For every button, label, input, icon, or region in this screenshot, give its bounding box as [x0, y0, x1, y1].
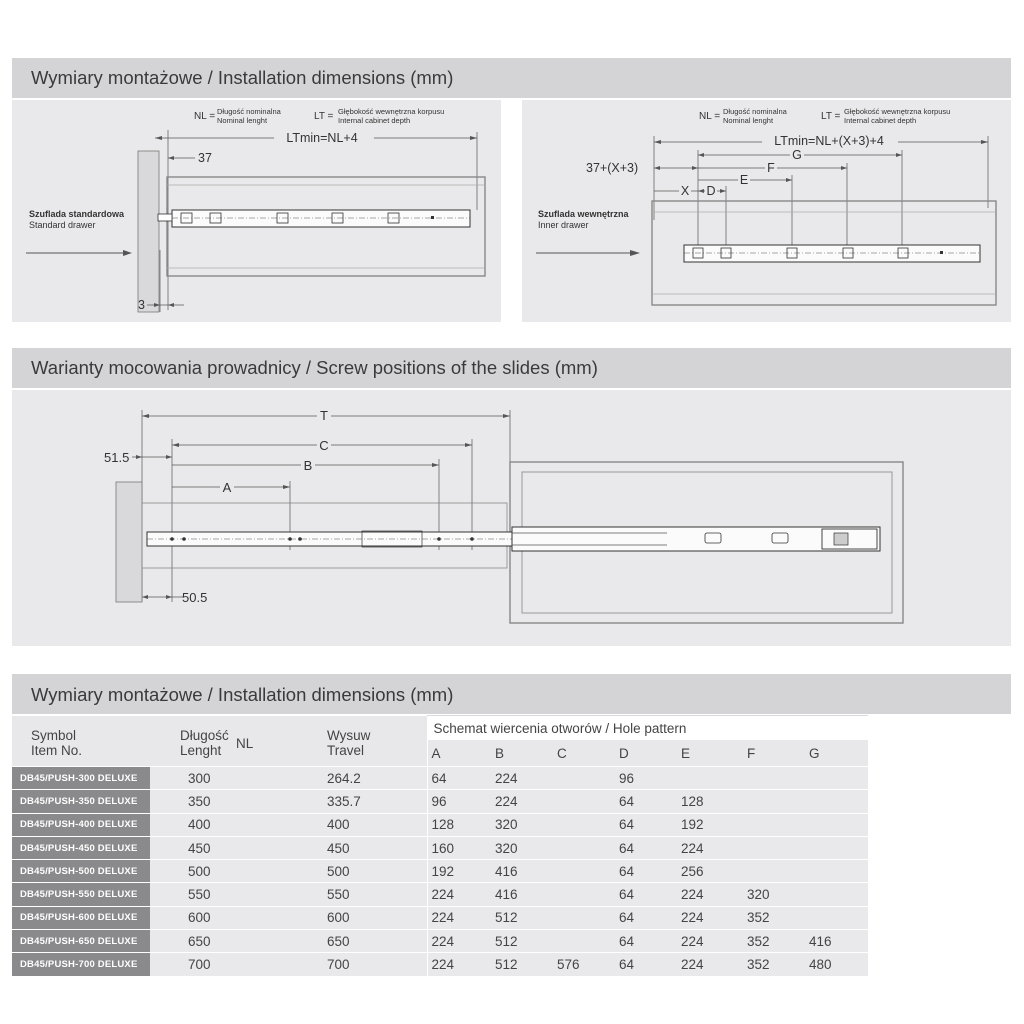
section-header-table [12, 674, 1011, 714]
cell-g [805, 883, 868, 906]
cell-travel: 335.7 [304, 790, 427, 813]
legend-nl-pl: Długość nominalna [723, 107, 787, 116]
arrow [465, 443, 472, 447]
cell-f [743, 767, 805, 790]
cell-nl: 650 [150, 930, 304, 953]
screw-positions-diagram [12, 390, 1011, 646]
legend-nl-symbol: NL = [194, 111, 216, 122]
slide-rail [172, 210, 470, 227]
cell-b: 416 [491, 883, 553, 906]
arrow [136, 455, 142, 459]
dim-3-label: 3 [138, 298, 145, 312]
table-row [12, 906, 868, 929]
arrow [166, 595, 172, 599]
arrow [142, 595, 148, 599]
screw-hole [288, 537, 292, 541]
legend-lt-en: Internal cabinet depth [338, 116, 411, 125]
legend-lt-pl: Głębokość wewnętrzna korpusu [844, 107, 951, 116]
cell-e: 224 [677, 930, 743, 953]
header-col-g: G [805, 740, 868, 767]
cell-b: 320 [491, 836, 553, 859]
cell-f: 352 [743, 906, 805, 929]
header-col-a: A [427, 740, 491, 767]
dim-t-label: T [320, 408, 328, 423]
legend-lt-pl: Głębokość wewnętrzna korpusu [338, 107, 445, 116]
cell-g: 416 [805, 930, 868, 953]
cell-d: 64 [615, 836, 677, 859]
dim-515-label: 51.5 [104, 450, 130, 465]
cell-f [743, 860, 805, 883]
cell-travel: 550 [304, 883, 427, 906]
cell-c [553, 790, 615, 813]
cell-e: 224 [677, 883, 743, 906]
cell-symbol: DB45/PUSH-700 DELUXE [12, 953, 150, 976]
header-symbol-en: Item No. [31, 742, 83, 758]
header-col-b: B [491, 740, 553, 767]
arrow [654, 166, 660, 170]
cell-e: 224 [677, 906, 743, 929]
cell-d: 64 [615, 883, 677, 906]
legend-lt-symbol: LT = [821, 111, 841, 122]
cell-nl: 500 [150, 860, 304, 883]
section-title: Wymiary montażowe / Installation dimensions (mm) [31, 684, 454, 705]
legend-lt-symbol: LT = [314, 111, 334, 122]
cell-d: 64 [615, 813, 677, 836]
drawer-label-pl: Szuflada wewnętrzna [538, 209, 629, 219]
cell-travel: 264.2 [304, 767, 427, 790]
dim-37-label: 37 [198, 151, 212, 165]
cell-nl: 400 [150, 813, 304, 836]
dim-505-label: 50.5 [182, 590, 208, 605]
table-row [12, 930, 868, 953]
cell-e: 224 [677, 953, 743, 976]
cell-a: 224 [427, 953, 491, 976]
arrow-right [470, 136, 477, 140]
arrow [786, 178, 792, 182]
cell-c [553, 906, 615, 929]
cell-travel: 400 [304, 813, 427, 836]
dim-x-label: X [680, 184, 690, 198]
cell-e: 224 [677, 836, 743, 859]
legend-nl-en: Nominal lenght [217, 116, 268, 125]
direction-arrowhead [123, 250, 132, 256]
cell-a: 64 [427, 767, 491, 790]
arrow [698, 189, 704, 193]
cell-c [553, 860, 615, 883]
table-row [12, 836, 868, 859]
cell-c [553, 930, 615, 953]
cell-g [805, 836, 868, 859]
cell-c [553, 767, 615, 790]
dim-c-label: C [319, 438, 329, 453]
arrow [720, 189, 726, 193]
table-header-row [12, 716, 868, 741]
cell-c [553, 883, 615, 906]
cell-b: 512 [491, 906, 553, 929]
header-col-d: D [615, 740, 677, 767]
cell-b: 320 [491, 813, 553, 836]
table-row [12, 860, 868, 883]
push-latch [834, 533, 848, 545]
dimensions-table-wrap [12, 715, 868, 976]
cell-symbol: DB45/PUSH-500 DELUXE [12, 860, 150, 883]
legend-nl-en: Nominal lenght [723, 116, 774, 125]
cell-a: 192 [427, 860, 491, 883]
screw-hole [182, 537, 186, 541]
cell-f [743, 813, 805, 836]
header-travel-en: Travel [327, 742, 365, 758]
arrow [896, 153, 902, 157]
cell-f [743, 836, 805, 859]
dim-e-label: E [739, 173, 749, 187]
arrow [841, 166, 847, 170]
arrow [166, 455, 172, 459]
slide-outer-member [512, 527, 880, 551]
dim-f-label: F [767, 161, 775, 175]
slide-hole [940, 251, 943, 254]
dim-g-label: G [792, 148, 802, 162]
arrow [503, 414, 510, 418]
direction-arrowhead [630, 250, 640, 256]
cell-b: 224 [491, 767, 553, 790]
cell-a: 224 [427, 930, 491, 953]
cell-d: 64 [615, 790, 677, 813]
cell-g [805, 860, 868, 883]
cabinet-front [116, 482, 142, 602]
lt-formula: LTmin=NL+4 [286, 131, 358, 145]
cell-d: 96 [615, 767, 677, 790]
table-row [12, 953, 868, 976]
inner-drawer-svg [522, 100, 1011, 322]
standard-drawer-diagram [12, 100, 501, 322]
cell-g [805, 790, 868, 813]
cell-e [677, 767, 743, 790]
cell-symbol: DB45/PUSH-400 DELUXE [12, 813, 150, 836]
cell-d: 64 [615, 906, 677, 929]
slide-hole [431, 216, 434, 219]
cell-g: 480 [805, 953, 868, 976]
dim-offset-label: 37+(X+3) [586, 161, 639, 175]
cell-a: 224 [427, 883, 491, 906]
cell-travel: 600 [304, 906, 427, 929]
legend-nl-symbol: NL = [699, 111, 721, 122]
arrow [168, 156, 174, 160]
header-travel [236, 716, 427, 767]
cell-f: 320 [743, 883, 805, 906]
drawer-label-en: Standard drawer [29, 220, 96, 230]
cell-nl: 550 [150, 883, 304, 906]
arrow [692, 166, 698, 170]
lt-formula: LTmin=NL+(X+3)+4 [774, 134, 884, 148]
screw-hole [437, 537, 441, 541]
table-row [12, 790, 868, 813]
header-nl: NL [236, 735, 254, 751]
screw-positions-svg [12, 390, 1011, 646]
cell-b: 416 [491, 860, 553, 883]
header-col-e: E [677, 740, 743, 767]
drawer-label-pl: Szuflada standardowa [29, 209, 125, 219]
header-length-pl: Długość [180, 727, 229, 743]
cell-e: 256 [677, 860, 743, 883]
dim-b-label: B [303, 458, 313, 473]
section-title: Warianty mocowania prowadnicy / Screw positions of the slides (mm) [31, 357, 598, 378]
cell-f [743, 790, 805, 813]
cell-nl: 300 [150, 767, 304, 790]
cell-travel: 500 [304, 860, 427, 883]
header-length [150, 716, 304, 767]
cell-d: 64 [615, 930, 677, 953]
header-travel-pl: Wysuw [327, 727, 371, 743]
dim-a-label: A [222, 480, 232, 495]
legend-lt-en: Internal cabinet depth [844, 116, 917, 125]
table-row [12, 883, 868, 906]
cell-e: 192 [677, 813, 743, 836]
cell-a: 128 [427, 813, 491, 836]
cell-c [553, 836, 615, 859]
arrow [142, 414, 149, 418]
cell-symbol: DB45/PUSH-300 DELUXE [12, 767, 150, 790]
cell-a: 224 [427, 906, 491, 929]
header-col-c: C [553, 740, 615, 767]
section-header-screw-positions [12, 348, 1011, 388]
arrow [283, 485, 290, 489]
cell-g [805, 813, 868, 836]
inner-drawer-diagram [522, 100, 1011, 322]
cell-symbol: DB45/PUSH-600 DELUXE [12, 906, 150, 929]
cell-e: 128 [677, 790, 743, 813]
slide-front [158, 214, 172, 221]
cell-c: 576 [553, 953, 615, 976]
arrow [981, 140, 988, 144]
cell-symbol: DB45/PUSH-650 DELUXE [12, 930, 150, 953]
cell-c [553, 813, 615, 836]
dimensions-table [12, 715, 868, 976]
cell-b: 512 [491, 953, 553, 976]
cell-travel: 700 [304, 953, 427, 976]
cell-symbol: DB45/PUSH-450 DELUXE [12, 836, 150, 859]
cell-nl: 350 [150, 790, 304, 813]
cell-travel: 650 [304, 930, 427, 953]
cell-nl: 450 [150, 836, 304, 859]
slide-rail [684, 245, 980, 262]
header-col-f: F [743, 740, 805, 767]
cell-nl: 700 [150, 953, 304, 976]
cell-a: 160 [427, 836, 491, 859]
drawer-label-en: Inner drawer [538, 220, 589, 230]
header-symbol-pl: Symbol [31, 727, 77, 743]
cell-g [805, 906, 868, 929]
cell-g [805, 767, 868, 790]
cell-f: 352 [743, 930, 805, 953]
header-length-en: Lenght [180, 742, 222, 758]
cell-b: 224 [491, 790, 553, 813]
screw-hole [298, 537, 302, 541]
header-symbol [12, 716, 150, 767]
cell-b: 512 [491, 930, 553, 953]
section-title: Wymiary montażowe / Installation dimensions (mm) [31, 67, 454, 88]
cell-a: 96 [427, 790, 491, 813]
table-row [12, 767, 868, 790]
cell-f: 352 [743, 953, 805, 976]
arrow [172, 443, 179, 447]
table-row [12, 813, 868, 836]
arrow [698, 153, 704, 157]
arrow-left [155, 136, 162, 140]
arrow [654, 140, 661, 144]
cell-symbol: DB45/PUSH-350 DELUXE [12, 790, 150, 813]
section-header-installation [12, 58, 1011, 98]
cabinet-side [138, 151, 159, 312]
screw-hole [170, 537, 174, 541]
arrow [168, 303, 174, 307]
dim-d-label: D [706, 184, 716, 198]
standard-drawer-svg [12, 100, 501, 322]
cell-d: 64 [615, 953, 677, 976]
cell-d: 64 [615, 860, 677, 883]
arrow [432, 463, 439, 467]
cell-nl: 600 [150, 906, 304, 929]
header-hole-pattern: Schemat wiercenia otworów / Hole pattern [427, 716, 868, 741]
cell-symbol: DB45/PUSH-550 DELUXE [12, 883, 150, 906]
cell-travel: 450 [304, 836, 427, 859]
legend-nl-pl: Długość nominalna [217, 107, 281, 116]
screw-hole [470, 537, 474, 541]
